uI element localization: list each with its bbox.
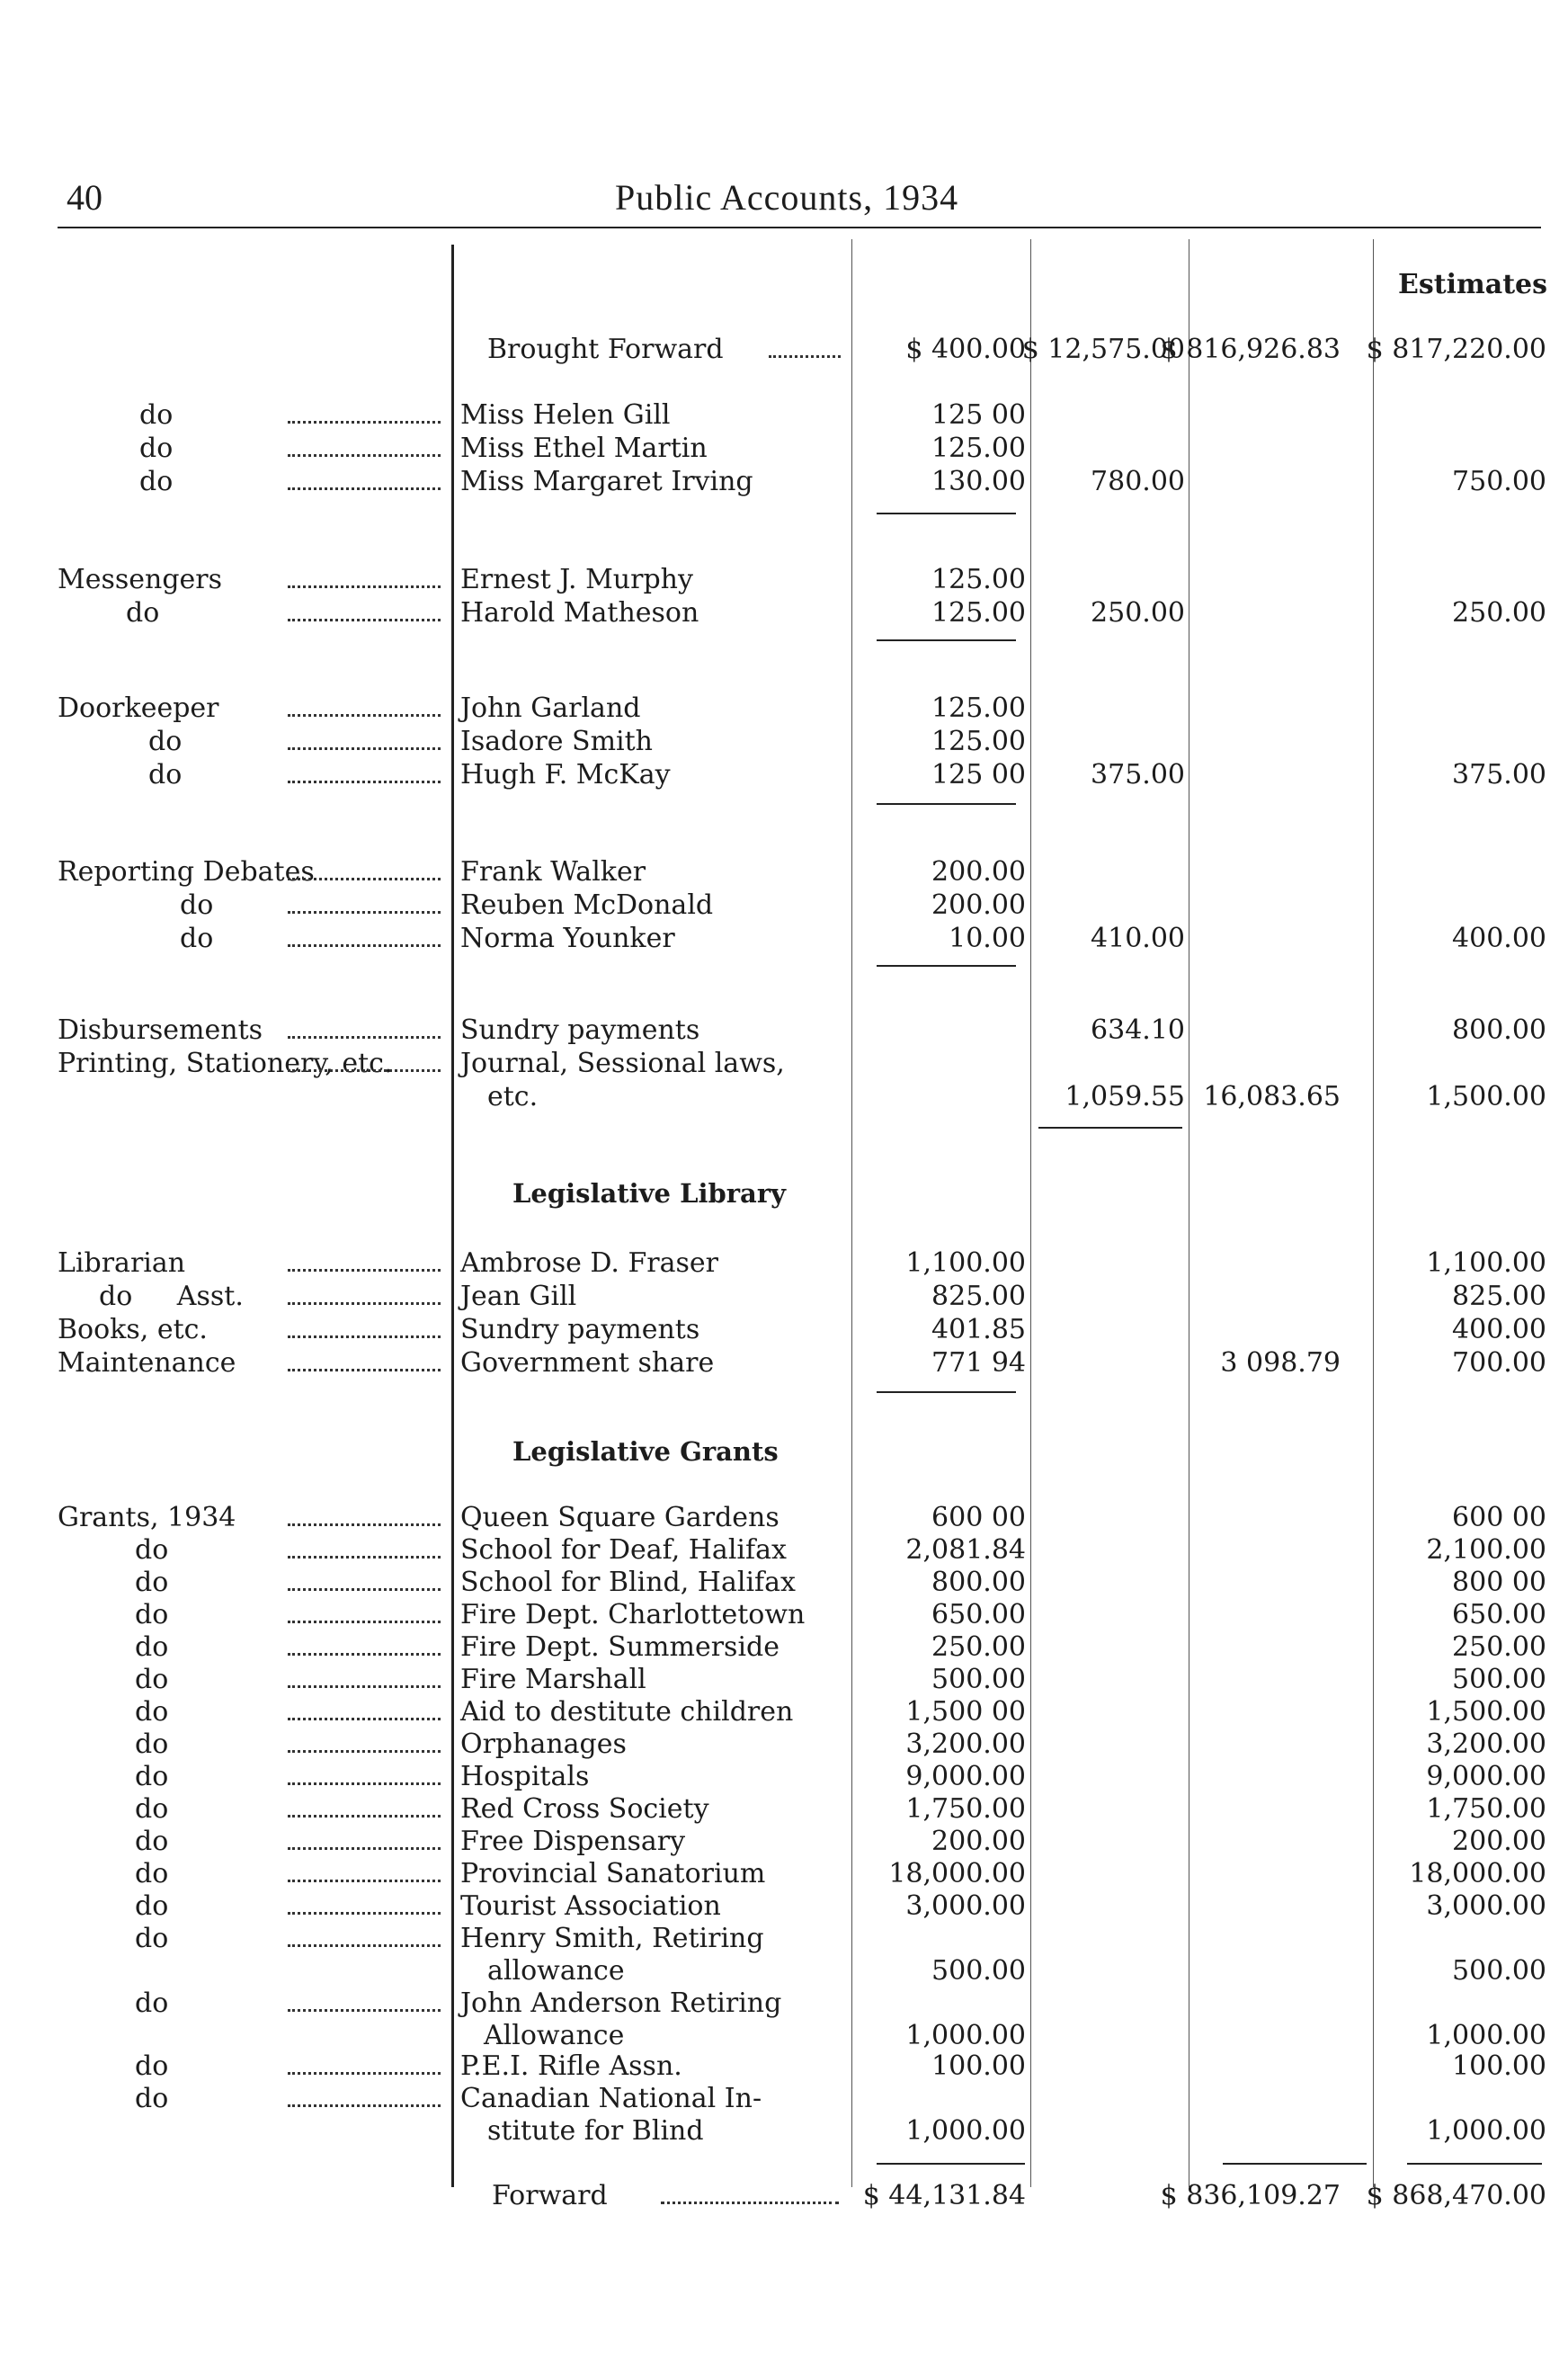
row-payee: Reuben McDonald: [460, 889, 714, 921]
row-payee: Government share: [460, 1347, 715, 1379]
row-label: Doorkeeper: [58, 692, 219, 724]
leader-dots: [288, 944, 441, 947]
row-amount: 125.00: [931, 726, 1026, 757]
brought-forward-c2: $ 12,575.00: [1021, 334, 1185, 365]
leader-dots: [288, 1718, 441, 1720]
leader-dots: [288, 1750, 441, 1753]
leader-dots: [288, 1621, 441, 1623]
row-payee: Red Cross Society: [460, 1793, 709, 1825]
leader-dots: [288, 454, 441, 457]
row-estimate: 750.00: [1452, 466, 1546, 497]
row-payee: Jean Gill: [460, 1281, 577, 1312]
row-estimate: 1,100.00: [1426, 1247, 1546, 1279]
row-estimate: 100.00: [1452, 2050, 1546, 2082]
row-estimate: 250.00: [1452, 1631, 1546, 1663]
row-estimate: 400.00: [1452, 1314, 1546, 1345]
row-label: Reporting Debates: [58, 856, 315, 888]
row-amount: 10.00: [949, 923, 1026, 954]
row-label: do: [135, 1761, 169, 1792]
row-label: do: [139, 433, 174, 464]
row-payee: Provincial Sanatorium: [460, 1858, 766, 1889]
row-label: do: [135, 1923, 169, 1954]
row-amount: 1,100.00: [905, 1247, 1026, 1279]
column-rule: [1030, 239, 1031, 2187]
row-amount: 125 00: [931, 759, 1026, 790]
leader-dots: [288, 1653, 441, 1656]
leader-dots: [288, 878, 441, 880]
subtotal-rule: [877, 513, 1016, 514]
brought-forward-label: Brought Forward: [487, 334, 724, 365]
row-payee: Harold Matheson: [460, 597, 699, 629]
row-label: Messengers: [58, 564, 223, 595]
row-total: 3 098.79: [1220, 1347, 1341, 1379]
leader-dots: [288, 747, 441, 750]
row-label: Disbursements: [58, 1014, 263, 1046]
leader-dots: [288, 1944, 441, 1947]
row-label: do: [135, 1631, 169, 1663]
row-payee: Free Dispensary: [460, 1826, 686, 1857]
leader-dots: [288, 1815, 441, 1818]
row-amount: 1,750.00: [905, 1793, 1026, 1825]
row-label: do: [135, 1567, 169, 1598]
subtotal-rule: [877, 1391, 1016, 1393]
column-rule: [1373, 239, 1374, 2187]
row-payee: Henry Smith, Retiring: [460, 1923, 764, 1954]
row-payee: P.E.I. Rifle Assn.: [460, 2050, 682, 2082]
row-payee: Tourist Association: [460, 1890, 721, 1922]
page-number: 40: [67, 177, 102, 218]
leader-dots: [288, 714, 441, 717]
section-heading-grants: Legislative Grants: [512, 1436, 779, 1467]
row-label: do: [135, 2083, 169, 2114]
row-amount: 800.00: [931, 1567, 1026, 1598]
row-payee: Canadian National In-: [460, 2083, 762, 2114]
page-header: [58, 176, 1541, 221]
subtotal-rule: [1038, 1127, 1182, 1129]
row-payee: Sundry payments: [460, 1314, 700, 1345]
row-payee: Miss Ethel Martin: [460, 433, 708, 464]
row-estimate: 9,000.00: [1426, 1761, 1546, 1792]
row-label: do: [180, 889, 214, 921]
row-estimate: 600 00: [1452, 1502, 1546, 1533]
row-subtotal: 780.00: [1091, 466, 1185, 497]
row-label: Librarian: [58, 1247, 186, 1279]
row-payee: Miss Helen Gill: [460, 399, 671, 431]
row-label: do: [135, 1599, 169, 1630]
leader-dots: [288, 1588, 441, 1591]
section-heading-library: Legislative Library: [512, 1178, 786, 1209]
row-payee: Aid to destitute children: [460, 1696, 794, 1728]
row-estimate: 500.00: [1452, 1664, 1546, 1695]
row-estimate: 1,000.00: [1426, 2115, 1546, 2147]
row-amount: 401.85: [931, 1314, 1026, 1345]
row-amount: 125.00: [931, 433, 1026, 464]
row-amount: 1,000.00: [905, 2115, 1026, 2147]
row-estimate: 500.00: [1452, 1955, 1546, 1987]
row-amount: 3,200.00: [905, 1728, 1026, 1760]
row-payee: Sundry payments: [460, 1014, 700, 1046]
row-label: do Asst.: [99, 1281, 244, 1312]
row-estimate: 800.00: [1452, 1014, 1546, 1046]
row-estimate: 200.00: [1452, 1826, 1546, 1857]
row-payee: Allowance: [484, 2020, 625, 2051]
row-amount: 600 00: [931, 1502, 1026, 1533]
leader-dots: [661, 2202, 839, 2204]
subtotal-rule: [877, 639, 1016, 641]
row-amount: 130.00: [931, 466, 1026, 497]
row-estimate: 400.00: [1452, 923, 1546, 954]
row-estimate: 250.00: [1452, 597, 1546, 629]
leader-dots: [288, 619, 441, 621]
row-estimate: 2,100.00: [1426, 1534, 1546, 1566]
row-estimate: 3,200.00: [1426, 1728, 1546, 1760]
row-label: Printing, Stationery, etc.: [58, 1048, 393, 1079]
row-amount: 125 00: [931, 399, 1026, 431]
leader-dots: [288, 911, 441, 914]
row-label: do: [135, 1664, 169, 1695]
row-payee: John Garland: [460, 692, 641, 724]
leader-dots: [288, 2009, 441, 2012]
leader-dots: [288, 1369, 441, 1371]
total-rule: [877, 2163, 1025, 2165]
row-estimate: 3,000.00: [1426, 1890, 1546, 1922]
row-estimate: 825.00: [1452, 1281, 1546, 1312]
header-rule: [58, 227, 1541, 228]
leader-dots: [288, 1685, 441, 1688]
row-payee: allowance: [487, 1955, 625, 1987]
row-label: do: [135, 1534, 169, 1566]
brought-forward-c1: $ 400.00: [905, 334, 1026, 365]
row-subtotal: 1,059.55: [1065, 1081, 1185, 1112]
leader-dots: [288, 1880, 441, 1882]
leader-dots: [288, 1269, 441, 1272]
page-title: Public Accounts, 1934: [615, 177, 959, 218]
row-payee: Frank Walker: [460, 856, 646, 888]
leader-dots: [288, 1335, 441, 1338]
row-subtotal: 634.10: [1091, 1014, 1185, 1046]
leader-dots: [769, 355, 841, 358]
row-amount: 1,500 00: [905, 1696, 1026, 1728]
leader-dots: [288, 1782, 441, 1785]
row-estimate: 800 00: [1452, 1567, 1546, 1598]
row-amount: 650.00: [931, 1599, 1026, 1630]
row-amount: 825.00: [931, 1281, 1026, 1312]
row-amount: 2,081.84: [905, 1534, 1026, 1566]
row-payee: Ambrose D. Fraser: [460, 1247, 718, 1279]
row-payee: Fire Dept. Summerside: [460, 1631, 780, 1663]
row-payee: Fire Dept. Charlottetown: [460, 1599, 806, 1630]
row-label: do: [139, 399, 174, 431]
forward-c3: $ 836,109.27: [1160, 2180, 1341, 2211]
subtotal-rule: [877, 803, 1016, 805]
forward-c4: $ 868,470.00: [1366, 2180, 1546, 2211]
row-amount: 200.00: [931, 889, 1026, 921]
row-amount: 125.00: [931, 564, 1026, 595]
row-amount: 200.00: [931, 856, 1026, 888]
row-estimate: 1,750.00: [1426, 1793, 1546, 1825]
leader-dots: [288, 585, 441, 588]
row-payee: Miss Margaret Irving: [460, 466, 753, 497]
row-label: do: [135, 1728, 169, 1760]
row-subtotal: 375.00: [1091, 759, 1185, 790]
row-estimate: 1,500.00: [1426, 1696, 1546, 1728]
row-estimate: 1,500.00: [1426, 1081, 1546, 1112]
leader-dots: [288, 2104, 441, 2107]
row-label: do: [135, 1858, 169, 1889]
row-label: do: [148, 759, 183, 790]
leader-dots: [288, 1069, 441, 1072]
column-rule: [851, 239, 852, 2187]
brought-forward-c3: $ 816,926.83: [1160, 334, 1341, 365]
row-label: Books, etc.: [58, 1314, 208, 1345]
leader-dots: [288, 781, 441, 783]
subtotal-rule: [877, 965, 1016, 967]
row-estimate: 1,000.00: [1426, 2020, 1546, 2051]
forward-c1: $ 44,131.84: [862, 2180, 1026, 2211]
row-payee: Ernest J. Murphy: [460, 564, 693, 595]
forward-label: Forward: [492, 2180, 608, 2211]
row-payee: etc.: [487, 1081, 539, 1112]
row-payee: Orphanages: [460, 1728, 627, 1760]
row-amount: 125.00: [931, 692, 1026, 724]
row-amount: 125.00: [931, 597, 1026, 629]
row-amount: 1,000.00: [905, 2020, 1026, 2051]
row-label: do: [135, 1696, 169, 1728]
row-label: do: [135, 1826, 169, 1857]
row-amount: 200.00: [931, 1826, 1026, 1857]
leader-dots: [288, 1036, 441, 1039]
row-label: Maintenance: [58, 1347, 236, 1379]
row-estimate: 18,000.00: [1409, 1858, 1546, 1889]
row-payee: Isadore Smith: [460, 726, 653, 757]
row-label: do: [135, 1793, 169, 1825]
row-payee: School for Deaf, Halifax: [460, 1534, 787, 1566]
row-estimate: 650.00: [1452, 1599, 1546, 1630]
row-amount: 500.00: [931, 1955, 1026, 1987]
column-heading-estimates: Estimates: [1398, 269, 1548, 300]
leader-dots: [288, 421, 441, 424]
row-amount: 250.00: [931, 1631, 1026, 1663]
row-payee: Fire Marshall: [460, 1664, 646, 1695]
row-payee: Norma Younker: [460, 923, 675, 954]
row-amount: 771 94: [931, 1347, 1026, 1379]
leader-dots: [288, 1912, 441, 1915]
row-label: do: [180, 923, 214, 954]
leader-dots: [288, 1302, 441, 1305]
row-subtotal: 250.00: [1091, 597, 1185, 629]
total-rule: [1407, 2163, 1542, 2165]
row-amount: 3,000.00: [905, 1890, 1026, 1922]
row-estimate: 700.00: [1452, 1347, 1546, 1379]
row-amount: 500.00: [931, 1664, 1026, 1695]
row-payee: Hugh F. McKay: [460, 759, 671, 790]
row-label: do: [135, 1890, 169, 1922]
row-payee: Queen Square Gardens: [460, 1502, 780, 1533]
row-amount: 18,000.00: [888, 1858, 1026, 1889]
row-label: Grants, 1934: [58, 1502, 236, 1533]
row-payee: School for Blind, Halifax: [460, 1567, 796, 1598]
row-payee: Hospitals: [460, 1761, 590, 1792]
row-label: do: [135, 1987, 169, 2019]
row-label: do: [135, 2050, 169, 2082]
brought-forward-c4: $ 817,220.00: [1366, 334, 1546, 365]
row-payee: John Anderson Retiring: [460, 1987, 782, 2019]
leader-dots: [288, 2072, 441, 2075]
leader-dots: [288, 487, 441, 490]
leader-dots: [288, 1523, 441, 1526]
leader-dots: [288, 1556, 441, 1559]
row-subtotal: 410.00: [1091, 923, 1185, 954]
row-amount: 100.00: [931, 2050, 1026, 2082]
leader-dots: [288, 1847, 441, 1850]
column-rule: [451, 245, 454, 2187]
row-estimate: 375.00: [1452, 759, 1546, 790]
row-label: do: [126, 597, 160, 629]
row-payee: Journal, Sessional laws,: [460, 1048, 785, 1079]
row-amount: 9,000.00: [905, 1761, 1026, 1792]
total-rule: [1223, 2163, 1367, 2165]
row-total: 16,083.65: [1203, 1081, 1341, 1112]
row-payee: stitute for Blind: [487, 2115, 704, 2147]
row-label: do: [148, 726, 183, 757]
row-label: do: [139, 466, 174, 497]
